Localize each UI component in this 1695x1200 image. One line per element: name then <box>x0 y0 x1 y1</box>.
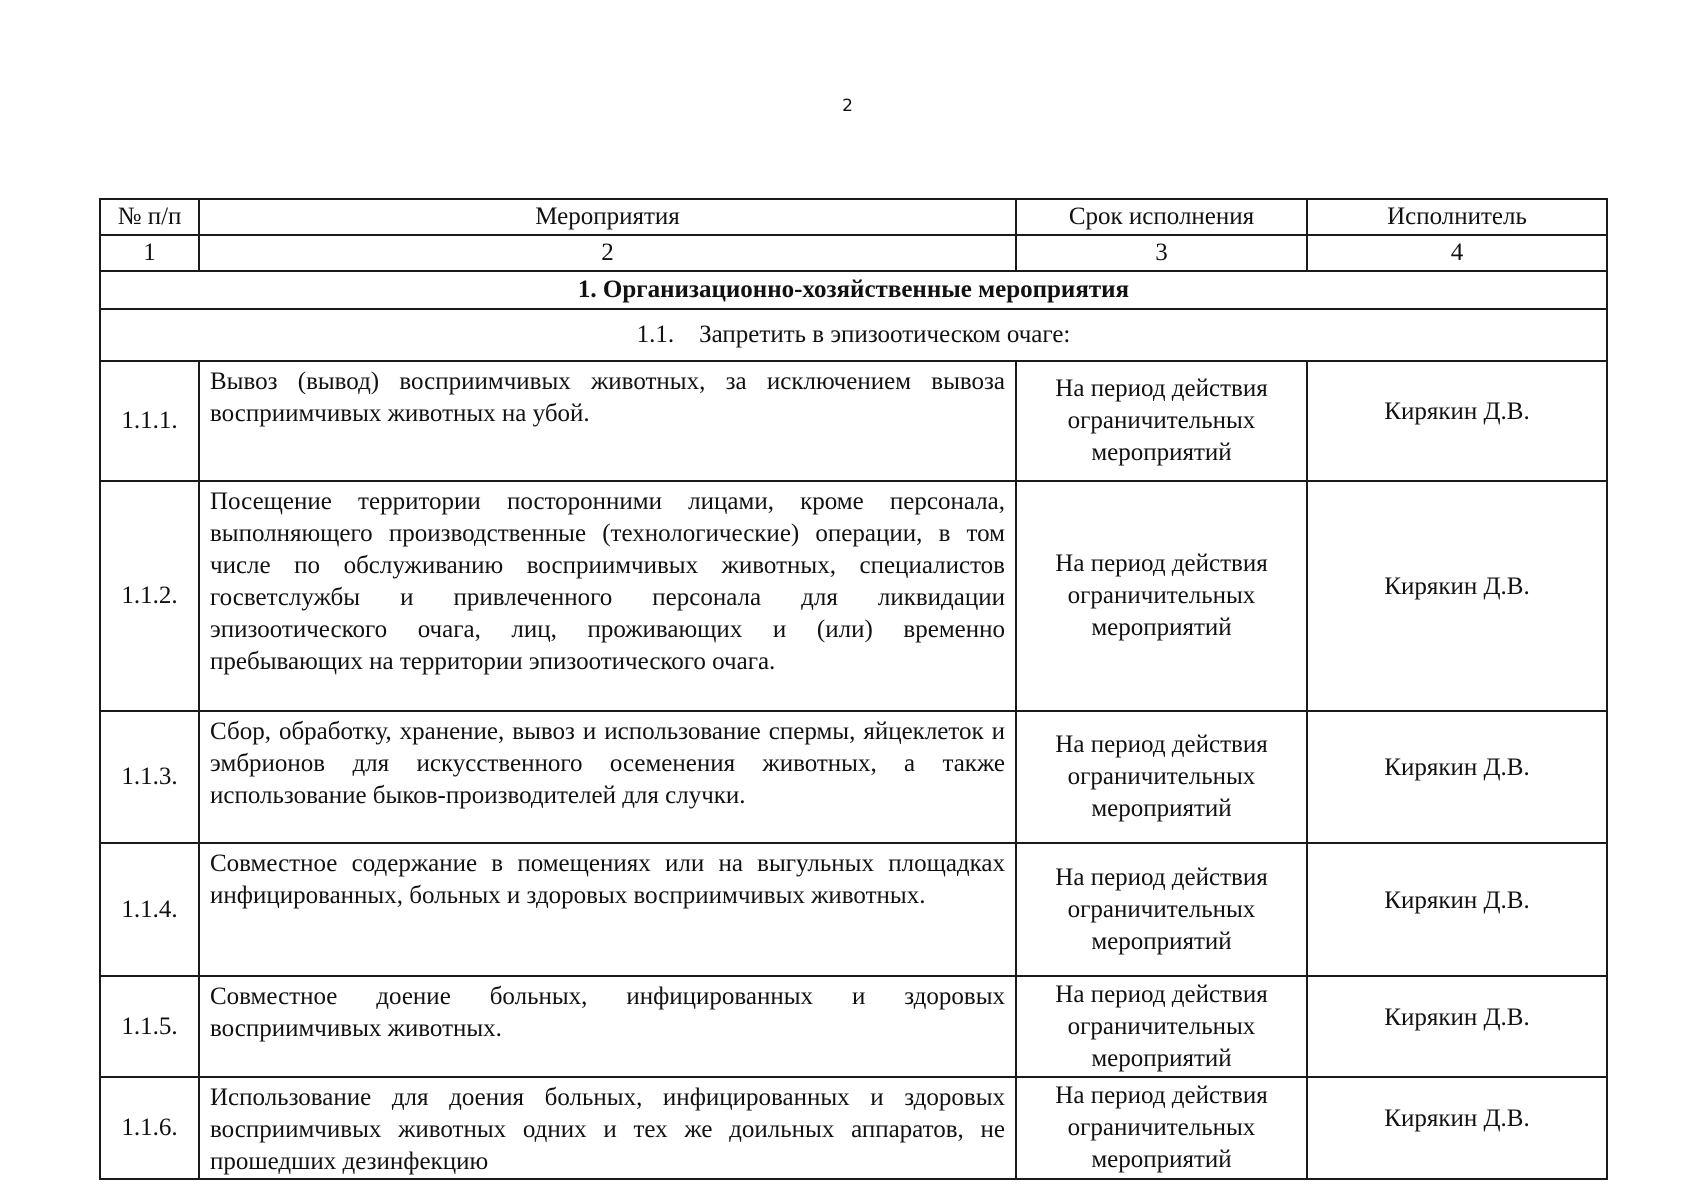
section-row <box>100 271 1607 309</box>
table-row <box>100 361 1607 481</box>
row-executor <box>1307 976 1607 1077</box>
row-measure-text: Сбор, обработку, хранение, вывоз и использование спермы, яйцеклеток и эмбрионов для искусственного осеменения животных, а также использование быков-производителей для случки. <box>199 711 1016 843</box>
executor-name: Кирякин Д.В. <box>1384 1003 1530 1031</box>
row-term: На период действия ограничительных мероприятий <box>1016 843 1307 976</box>
column-number: 3 <box>1016 235 1307 271</box>
executor-name: Кирякин Д.В. <box>1384 754 1530 781</box>
row-term: На период действия ограничительных мероприятий <box>1016 481 1307 711</box>
table-row <box>100 1077 1607 1179</box>
row-number: 1.1.4. <box>100 843 199 976</box>
table-row <box>100 976 1607 1077</box>
table-row <box>100 711 1607 843</box>
row-term: На период действия ограничительных мероприятий <box>1016 1077 1307 1179</box>
row-measure-text: Вывоз (вывод) восприимчивых животных, за исключением вывоза восприимчивых животных на убой. <box>199 361 1016 481</box>
subsection-row <box>100 309 1607 361</box>
row-executor <box>1307 1077 1607 1179</box>
row-number: 1.1.3. <box>100 711 199 843</box>
row-measure-text: Совместное содержание в помещениях или на выгульных площадках инфицированных, больных и здоровых восприимчивых животных. <box>199 843 1016 976</box>
row-number: 1.1.1. <box>100 361 199 481</box>
executor-name: Кирякин Д.В. <box>1384 886 1530 914</box>
header-number: № п/п <box>100 199 199 235</box>
subsection-title: 1.1. Запретить в эпизоотическом очаге: <box>100 309 1607 361</box>
header-term: Срок исполнения <box>1016 199 1307 235</box>
row-term: На период действия ограничительных мероприятий <box>1016 976 1307 1077</box>
row-number: 1.1.2. <box>100 481 199 711</box>
row-term: На период действия ограничительных мероприятий <box>1016 711 1307 843</box>
executor-name: Кирякин Д.В. <box>1384 1105 1530 1132</box>
row-number: 1.1.5. <box>100 976 199 1077</box>
row-measure-text: Совместное доение больных, инфицированных и здоровых восприимчивых животных. <box>199 976 1016 1077</box>
column-number: 4 <box>1307 235 1607 271</box>
row-number: 1.1.6. <box>100 1077 199 1179</box>
page-number: 2 <box>842 96 853 116</box>
column-number: 1 <box>100 235 199 271</box>
table-row <box>100 843 1607 976</box>
executor-name: Кирякин Д.В. <box>1384 573 1530 600</box>
table-header-row <box>100 199 1607 235</box>
row-executor <box>1307 361 1607 481</box>
row-executor <box>1307 481 1607 711</box>
row-term: На период действия ограничительных мероприятий <box>1016 361 1307 481</box>
table-row <box>100 481 1607 711</box>
row-executor <box>1307 843 1607 976</box>
row-executor <box>1307 711 1607 843</box>
measures-table <box>99 198 1608 1180</box>
header-executor: Исполнитель <box>1307 199 1607 235</box>
row-measure-text: Посещение территории посторонними лицами, кроме персонала, выполняющего производственные (технологические) операции, в том числе по обслуживанию восприимчивых животных, специалистов госветслужбы и привлеченного персонала для ликвидации эпизоотического очага, лиц, проживающих и (или) временно пребывающих на территории эпизоотического очага. <box>199 481 1016 711</box>
section-title: 1. Организационно-хозяйственные мероприятия <box>100 271 1607 309</box>
header-measures: Мероприятия <box>199 199 1016 235</box>
row-measure-text: Использование для доения больных, инфицированных и здоровых восприимчивых животных одних и тех же доильных аппаратов, не прошедших дезинфекцию <box>199 1077 1016 1179</box>
executor-name: Кирякин Д.В. <box>1384 398 1530 425</box>
column-number: 2 <box>199 235 1016 271</box>
column-number-row <box>100 235 1607 271</box>
